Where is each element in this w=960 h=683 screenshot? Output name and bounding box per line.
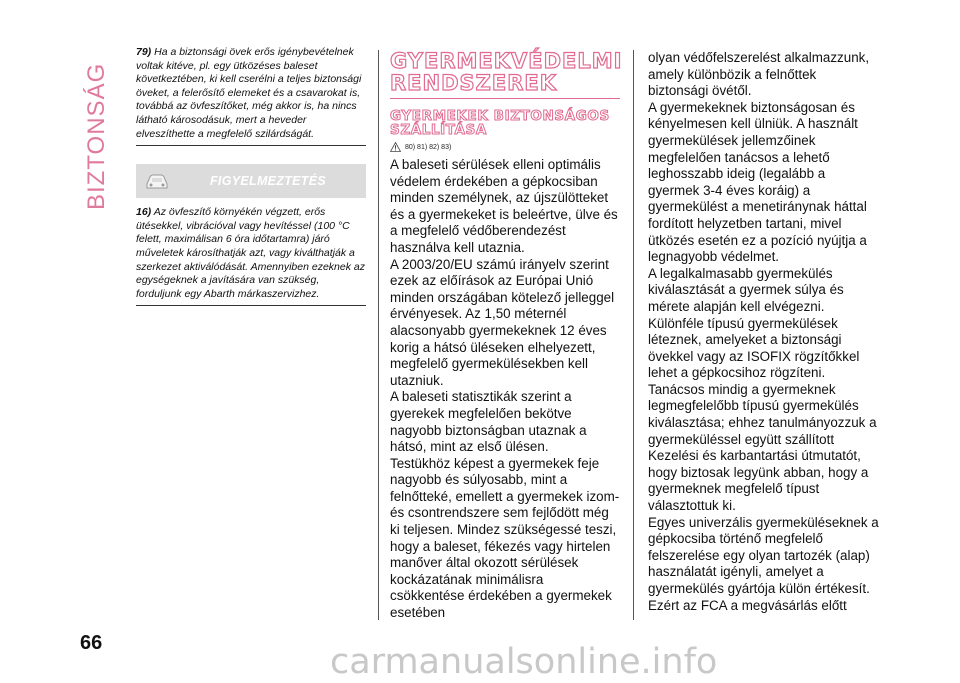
note-79 <box>136 46 366 141</box>
subsection-heading: GYERMEKEK BIZTONSÁGOS SZÁLLÍTÁSA <box>390 108 610 138</box>
warning-divider <box>136 305 366 306</box>
note-16-text: Az övfeszítő környékén végzett, erős ütésekkel, vibrációval vagy hevítéssel (100 °C felett, maximálisan 6 óra időtartamra) járó műveletek károsíthatják azt, vagy kiválthatják a szerkezet aktiválódását. Amennyiben ezeknek az egységeknek a javítására van szükség, forduljunk egy Abarth márkaszervizhez. <box>136 206 365 300</box>
car-warning-icon <box>144 171 170 191</box>
notes-column <box>136 46 366 306</box>
warning-triangle-icon <box>390 142 401 152</box>
section-label: BIZTONSÁG <box>83 62 110 210</box>
note-16 <box>136 206 366 301</box>
note-79-text: Ha a biztonsági övek erős igénybevételnek voltak kitéve, pl. egy ütközéses baleset következtében, ki kell cserélni a teljes biztonsági öveket, a felerősítő elemeket és a csavarokat is, továbbá az övfeszítőket, még akkor is, ha nincs látható károsodásuk, mert a heveder elveszíthette a megfelelő szilárdságát. <box>136 46 362 140</box>
page-number: 66 <box>80 632 103 654</box>
reference-list <box>390 141 620 153</box>
paragraph: Tanácsos mindig a gyermeknek legmegfelelőbb típusú gyermekülés kiválasztása; ehhez tanulmányozzuk a gyermeküléssel együtt szállított Kezelési és karbantartási útmutatót, hogy biztosak legyünk abban, hogy a gyermeknek megfelelő típust választottuk ki. <box>648 381 877 514</box>
reference-numbers: 80) 81) 82) 83) <box>405 143 452 151</box>
column-divider-1 <box>378 50 379 620</box>
note-79-number: 79) <box>136 46 152 58</box>
note-divider <box>136 145 366 146</box>
column-divider-2 <box>633 50 634 620</box>
paragraph: A 2003/20/EU számú irányelv szerint ezek az előírások az Európai Unió minden országában kötelező jelleggel érvényesek. Az 1,50 méternél alacsonyabb gyermekeknek 12 éves korig a hátsó üléseken elhelyezett, megfelelő gyermekülésekben kell utazniuk. <box>390 256 615 388</box>
main-body-text <box>390 157 620 622</box>
right-column <box>648 50 880 614</box>
warning-header <box>136 164 366 198</box>
paragraph: olyan védőfelszerelést alkalmazzunk, amely különbözik a felnőttek biztonsági övétől. <box>648 50 870 99</box>
paragraph: A baleseti sérülések elleni optimális védelem érdekében a gépkocsiban minden személynek, az újszülötteket és a gyermekeket is beleértve, ülve és a megfelelő védőberendezést használva kell utaznia. <box>390 157 618 255</box>
paragraph: Testükhöz képest a gyermekek feje nagyobb és súlyosabb, mint a felnőtteké, emellett a gyermekek izom- és csontrendszere sem fejlődött még ki teljesen. Mindez szükségessé teszi, hogy a baleset, fékezés vagy hirtelen manőver által okozott sérülések kockázatának minimálisra csökkentése érdekében a gyermekek esetében <box>390 455 620 621</box>
right-body-text <box>648 50 880 614</box>
main-column <box>390 49 623 622</box>
paragraph: A baleseti statisztikák szerint a gyerekek megfelelően bekötve nagyobb biztonságban utaznak a hátsó, mint az első ülésen. <box>390 389 587 455</box>
note-16-number: 16) <box>136 206 152 219</box>
paragraph: A gyermekeknek biztonságosan és kényelmesen kell ülniük. A használt gyermekülések jellemzőinek megfelelően tanácsos a lehető leghosszabb ideig (legalább a gyermek 3-4 éves koráig) a gyermekülést a menetiránynak háttal fordított helyzetben tartani, mivel ütközés esetén ez a pozíció nyújtja a legnagyobb védelmet. <box>648 99 867 265</box>
watermark: carmanualsonline.info <box>330 642 718 682</box>
section-heading: GYERMEKVÉDELMI RENDSZEREK <box>390 49 623 95</box>
paragraph: Egyes univerzális gyermeküléseknek a gépkocsiba történő megfelelő felszerelése egy olyan tartozék (alap) használatát igényli, amelyet a gyermekülés gyártója külön értékesít. Ezért az FCA a megvásárlás előtt <box>648 514 879 613</box>
paragraph: A legalkalmasabb gyermekülés kiválasztását a gyermek súlya és mérete alapján kell elvégezni. Különféle típusú gyermekülések léteznek, amelyeket a biztonsági övekkel vagy az ISOFIX rögzítőkkel lehet a gépkocsihoz rögzíteni. <box>648 265 860 381</box>
heading-underline <box>390 98 620 99</box>
warning-title: FIGYELMEZTETÉS <box>210 174 327 189</box>
